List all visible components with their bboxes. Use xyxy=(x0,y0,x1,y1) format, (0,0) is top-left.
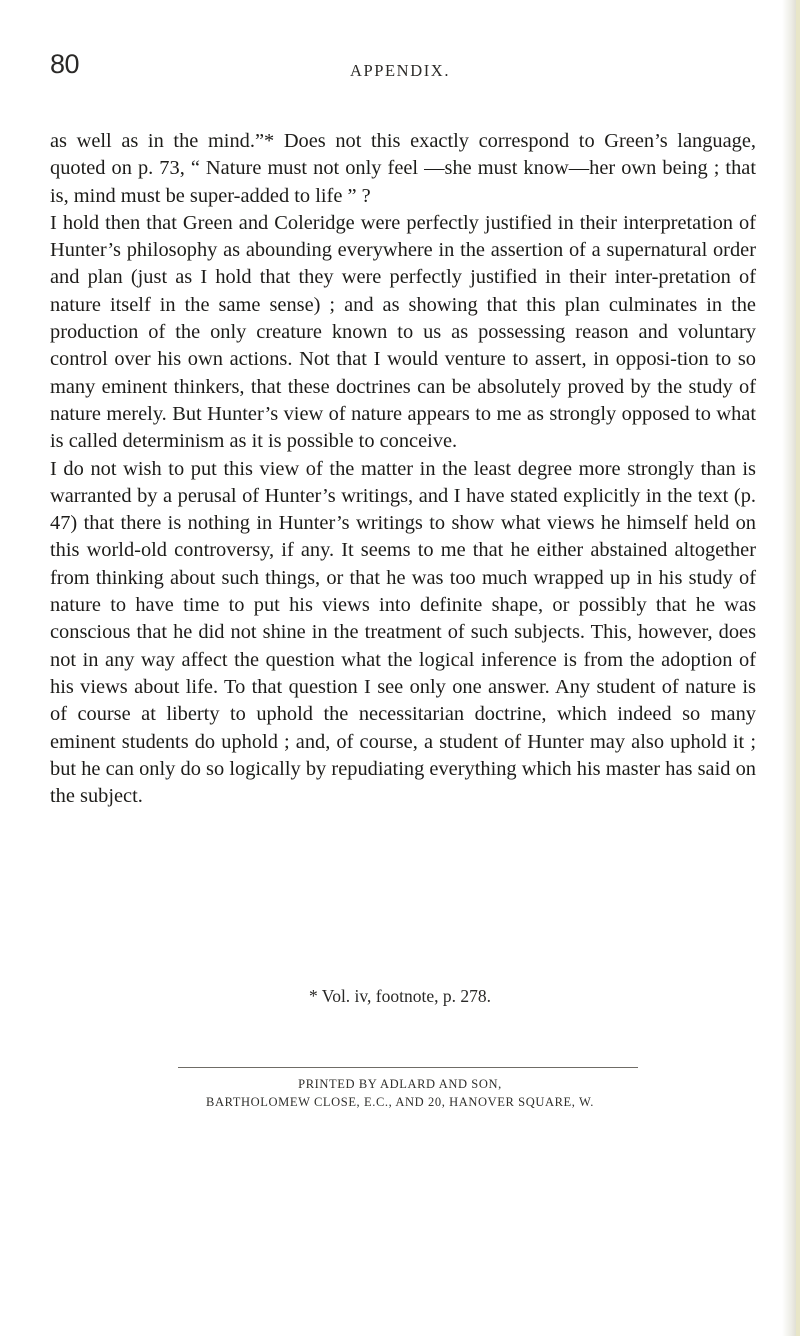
printer-imprint-line-1: PRINTED BY ADLARD AND SON, xyxy=(298,1077,502,1091)
paragraph-3: I do not wish to put this view of the matter in the least degree more strongly than is warranted by a perusal of Hunter’s writings, and I have stated explicitly in the text (p. 47) that there is nothing in Hunter’s writings to show what views he himself held on this world-old controversy, if any. It seems to me that he either abstained altogether from thinking about such things, or that he was too much wrapped up in his study of nature to have time to put his views into definite shape, or possibly that he was conscious that he did not shine in the treatment of such subjects. This, however, does not in any way affect the question what the logical inference is from the adoption of his views about life. To that question I see only one answer. Any student of nature is of course at liberty to uphold the necessitarian doctrine, which indeed so many eminent students do uphold ; and, of course, a student of Hunter may also uphold it ; but he can only do so logically by repudiating everything which his master has said on the subject. xyxy=(50,457,756,808)
footnote: * Vol. iv, footnote, p. 278. xyxy=(309,986,491,1006)
paragraph-1: as well as in the mind.”* Does not this exactly correspond to Green’s language, quoted on p. 73, “ Nature must not only feel —she must know—her own being ; that is, mind must be super-added to life ” ? xyxy=(50,130,756,207)
imprint-divider xyxy=(178,1067,638,1068)
paragraph-2: I hold then that Green and Coleridge were perfectly justified in their interpretation of Hunter’s philosophy as abounding everywhere in the assertion of a supernatural order and plan (just as I hold that they were perfectly justified in their inter-pretation of nature itself in the same sense) ; and as showing that this plan culminates in the production of the only creature known to us as possessing reason and voluntary control over his own actions. Not that I would venture to assert, in opposi-tion to so many eminent thinkers, that these doctrines can be absolutely proved by the study of nature merely. But Hunter’s view of nature appears to me as strongly opposed to what is called determinism as it is possible to conceive. xyxy=(50,211,756,453)
running-head: APPENDIX. xyxy=(349,61,451,80)
body-text xyxy=(50,128,756,810)
page-edge-strip xyxy=(796,0,800,1336)
printer-imprint-line-2: BARTHOLOMEW CLOSE, E.C., AND 20, HANOVER SQUARE, W. xyxy=(206,1095,594,1109)
page-number: 80 xyxy=(50,49,80,79)
